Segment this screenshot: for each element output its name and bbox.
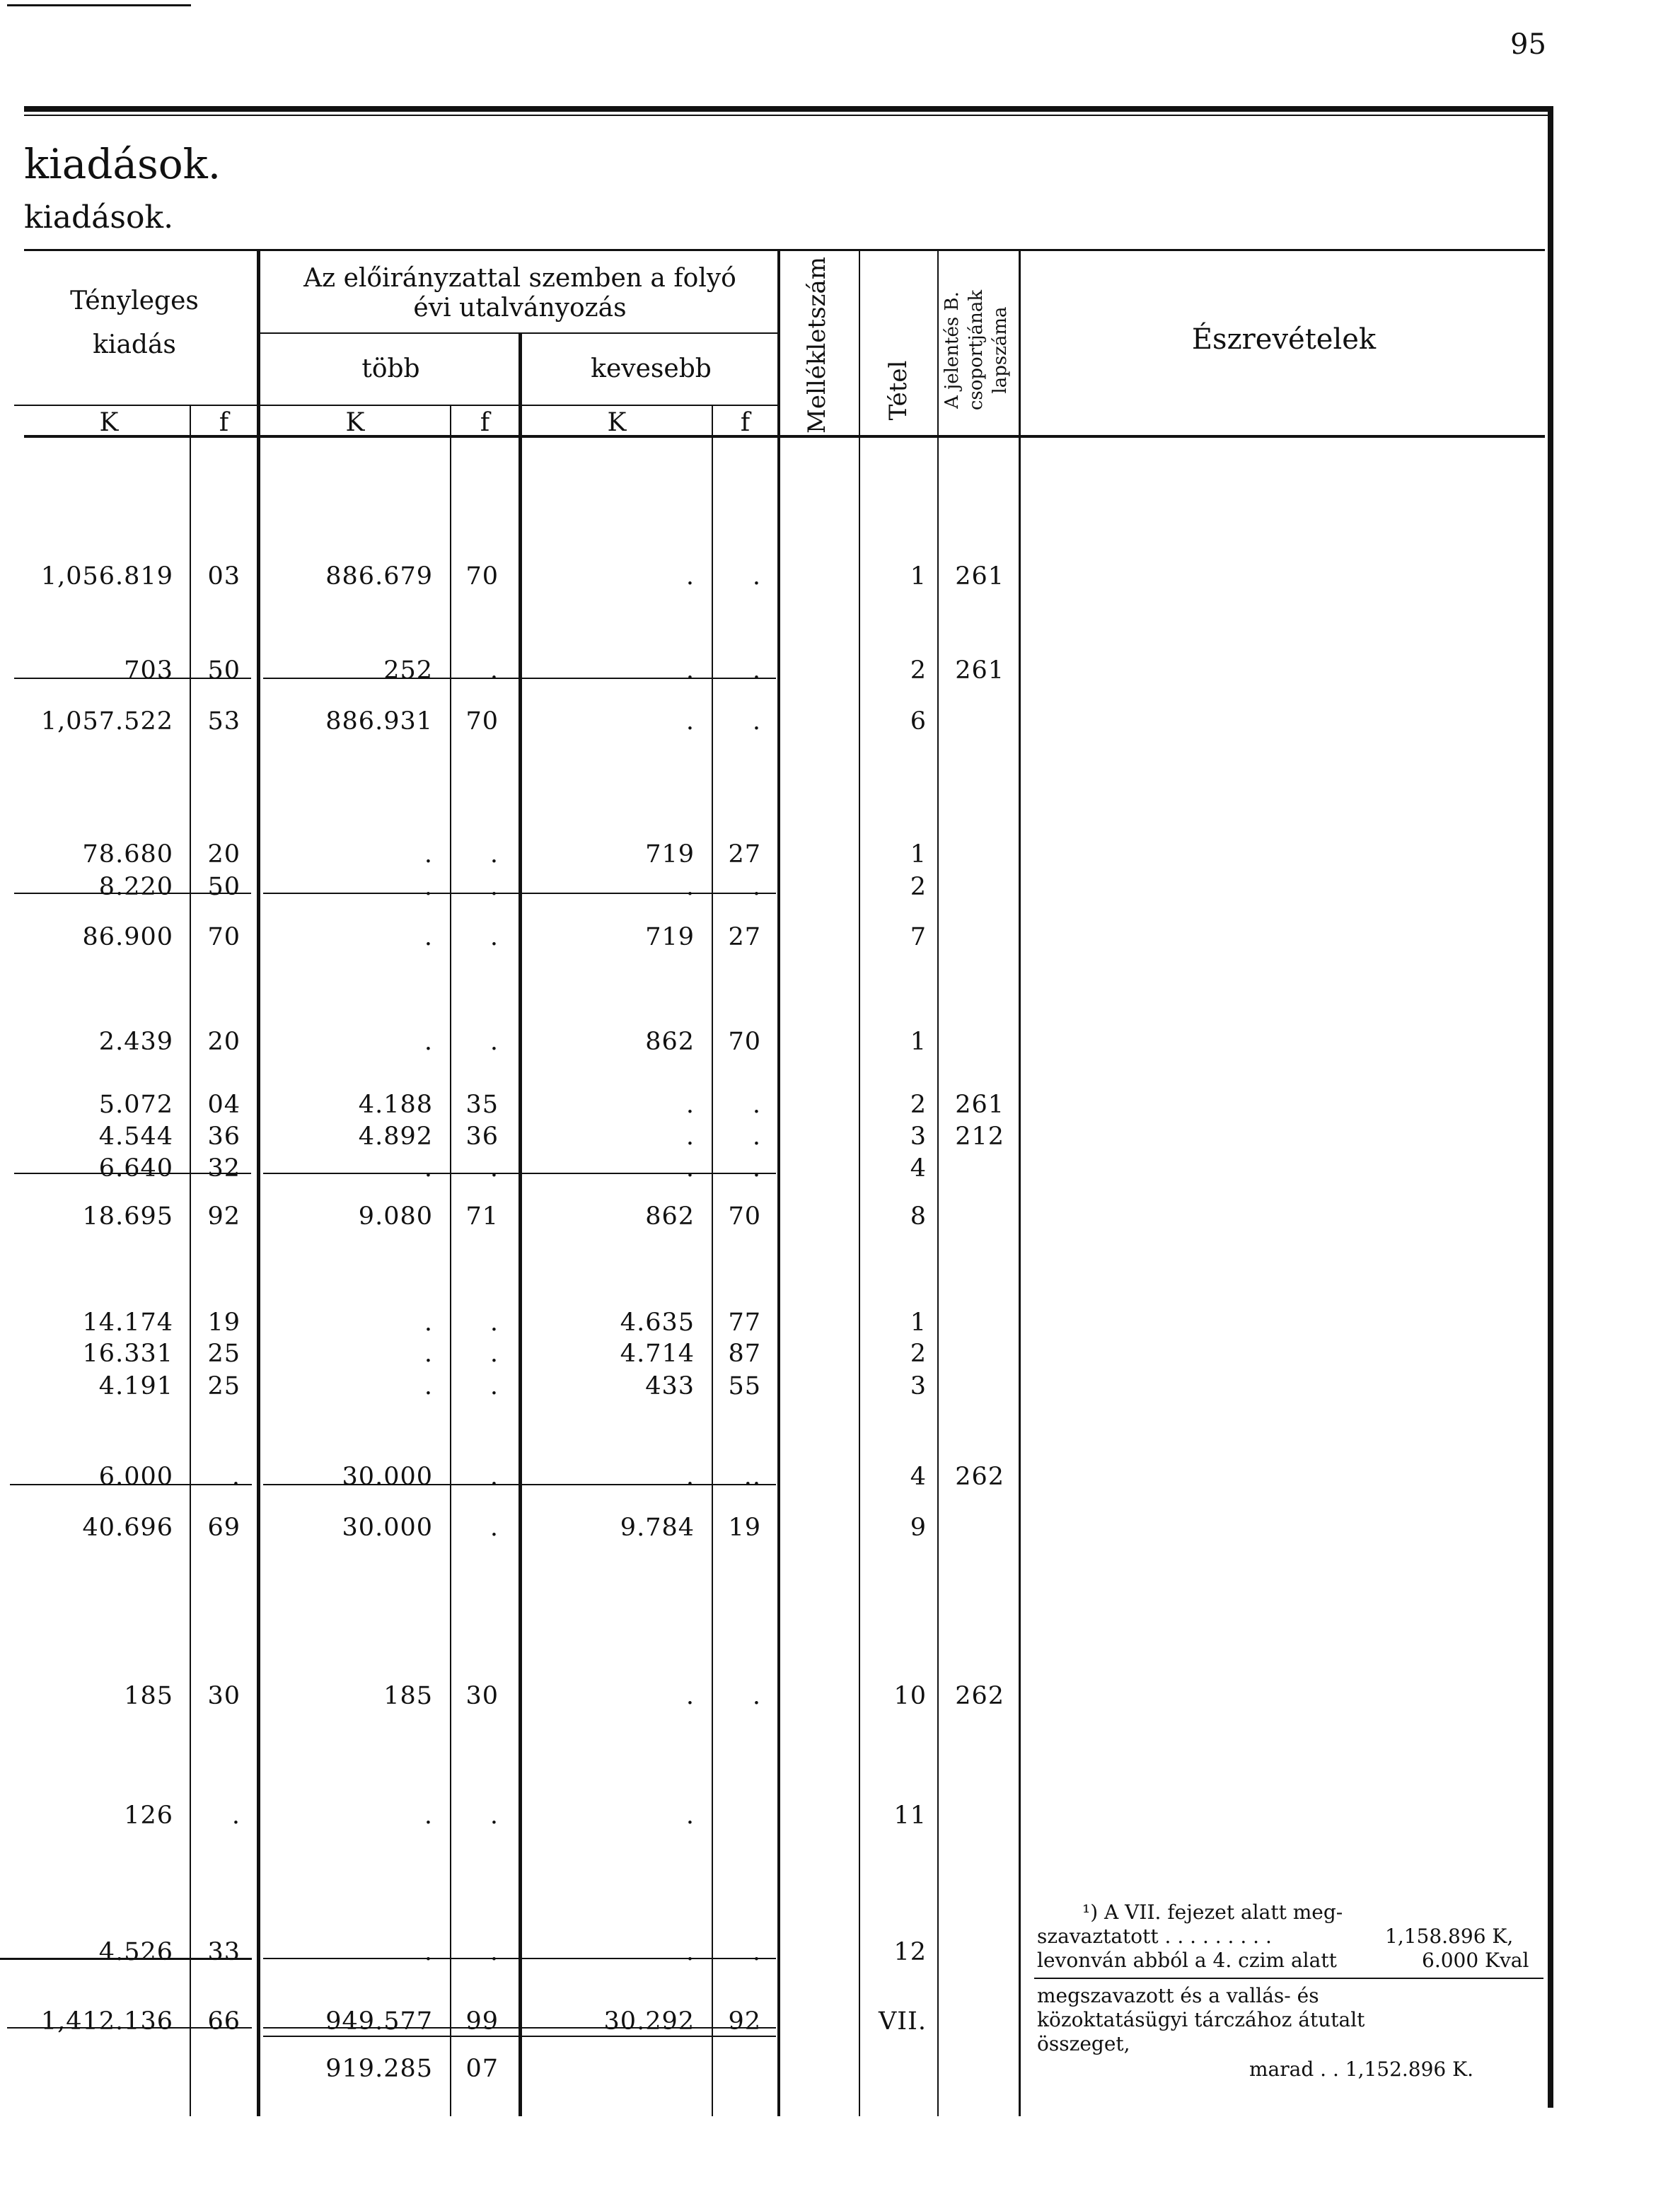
cell-less-k: . [685,1682,695,1710]
cell-actual-k: 2.439 [98,1028,173,1056]
cell-item-number: 8 [910,1202,927,1231]
cell-actual-f: 69 [207,1514,241,1542]
cell-actual-f: 03 [207,562,241,591]
cell-less-k: 719 [645,840,695,869]
header-f: f [740,408,751,437]
cell-actual-k: 1,412.136 [40,2007,173,2036]
cell-more-f: . [489,1801,499,1830]
cell-actual-f: 36 [207,1122,241,1151]
header-k: K [607,408,627,437]
cell-less-f: .. [743,1463,761,1491]
cell-less-k: 862 [645,1028,695,1056]
cell-item-number: 7 [910,923,927,951]
header-more: több [361,354,420,383]
cell-more-f: 35 [465,1091,499,1119]
cell-less-f: 55 [728,1372,761,1400]
cell-actual-k: 4.191 [98,1372,173,1400]
footnote-line-2: szavaztatott . . . . . . . . . [1037,1925,1272,1948]
cell-less-k: . [685,656,695,685]
cell-more-k: . [424,873,433,901]
cell-more-f: 70 [465,562,499,591]
cell-actual-k: 185 [124,1682,173,1710]
cell-less-f: . [752,1122,761,1151]
cell-less-f: 27 [728,923,761,951]
cell-more-f: 99 [465,2007,499,2036]
cell-more-f: . [489,1372,499,1400]
cell-actual-f: 19 [207,1308,241,1337]
footnote-line-5: közoktatásügyi tárczához átutalt [1037,2008,1365,2031]
cell-more-f: 30 [465,1682,499,1710]
cell-less-k: 719 [645,923,695,951]
cell-more-k: 949.577 [325,2007,433,2036]
cell-less-k: 433 [645,1372,695,1400]
cell-actual-f: 53 [207,707,241,736]
cell-actual-k: 8.220 [98,873,173,901]
cell-less-k: 4.714 [620,1340,695,1368]
cell-actual-k: 5.072 [98,1091,173,1119]
cell-less-f: 70 [728,1028,761,1056]
header-f: f [480,408,490,437]
cell-actual-k: 1,057.522 [40,707,173,736]
cell-less-k: . [685,1091,695,1119]
cell-more-k: . [424,1308,433,1337]
cell-item-number: 3 [910,1372,927,1400]
cell-actual-k: 6.000 [98,1463,173,1491]
cell-less-f: . [752,873,761,901]
cell-actual-f: 25 [207,1372,241,1400]
cell-actual-k: 40.696 [82,1514,173,1542]
cell-actual-k: 16.331 [82,1340,173,1368]
cell-item-number: 2 [910,656,927,685]
cell-less-k: . [685,1122,695,1151]
cell-actual-f: 25 [207,1340,241,1368]
cell-less-k: . [685,1463,695,1491]
top-rule [24,106,1552,112]
footnote-line-3: levonván abból a 4. czim alatt [1037,1949,1337,1972]
cell-less-k: . [685,873,695,901]
cell-more-f: 07 [465,2055,499,2083]
header-top-rule [24,249,1545,251]
cell-actual-k: 4.526 [98,1938,173,1966]
cell-actual-k: 86.900 [82,923,173,951]
page-title: kiadások. [24,140,221,188]
cell-item-number: 1 [910,562,927,591]
cell-more-k: . [424,1340,433,1368]
cell-more-f: . [489,656,499,685]
cell-less-k: . [685,1154,695,1183]
footnote-line-6: összeget, [1037,2032,1130,2055]
cell-less-f: . [752,1938,761,1966]
cell-item-number: 9 [910,1514,927,1542]
footnote-line-7: marad . . 1,152.896 K. [1249,2058,1473,2081]
cell-less-f: 19 [728,1514,761,1542]
cell-less-k: . [685,707,695,736]
header-k: K [99,408,119,437]
cell-more-k: 30.000 [342,1463,433,1491]
cell-item-number: 4 [910,1154,927,1183]
cell-more-f: . [489,1463,499,1491]
cell-item-number: 6 [910,707,927,736]
cell-item-number: 1 [910,840,927,869]
cell-less-k: . [685,562,695,591]
header-remarks: Észrevételek [1191,323,1377,356]
cell-more-f: . [489,1308,499,1337]
cell-less-f: . [752,1091,761,1119]
page-subtitle: kiadások. [24,199,174,236]
cell-actual-k: 6.640 [98,1154,173,1183]
cell-item-number: 4 [910,1463,927,1491]
cell-actual-k: 14.174 [82,1308,173,1337]
cell-item-number: 2 [910,1340,927,1368]
cell-actual-k: 703 [124,656,173,685]
cell-more-k: . [424,840,433,869]
cell-actual-f: 92 [207,1202,241,1231]
cell-item-number: 12 [893,1938,927,1966]
cell-more-f: . [489,1340,499,1368]
cell-less-f: . [752,707,761,736]
cell-actual-f: 20 [207,1028,241,1056]
cell-actual-k: 1,056.819 [40,562,173,591]
cell-report-page: 261 [955,562,1004,591]
cell-actual-k: 126 [124,1801,173,1830]
cell-more-f: 70 [465,707,499,736]
cell-more-k: . [424,1028,433,1056]
cell-less-f: . [752,1682,761,1710]
cell-more-k: 252 [383,656,433,685]
header-compare: Az előirányzattal szemben a folyó [303,264,736,293]
cell-actual-f: 70 [207,923,241,951]
cell-actual-k: 78.680 [82,840,173,869]
cell-more-k: 886.679 [325,562,433,591]
cell-less-k: . [685,1938,695,1966]
cell-actual-f: 33 [207,1938,241,1966]
cell-less-f: 27 [728,840,761,869]
cell-item-number: 2 [910,1091,927,1119]
cell-more-k: 185 [383,1682,433,1710]
cell-more-f: . [489,1154,499,1183]
cell-more-k: 4.892 [358,1122,433,1151]
right-border [1548,106,1553,2108]
cell-item-number: 11 [893,1801,927,1830]
cell-more-k: 919.285 [325,2055,433,2083]
cell-less-f: . [752,656,761,685]
cell-less-f: . [752,562,761,591]
cell-report-page: 261 [955,1091,1004,1119]
cell-more-k: . [424,1372,433,1400]
cell-more-k: 886.931 [325,707,433,736]
cell-less-k: 30.292 [603,2007,695,2036]
cell-more-k: 9.080 [358,1202,433,1231]
header-attachment: Mellékletszám [803,257,831,434]
cell-actual-k: 18.695 [82,1202,173,1231]
cell-less-f: 77 [728,1308,761,1337]
cell-report-page: 262 [955,1463,1004,1491]
header-report: A jelentés B. csoportjának lapszáma [942,289,1011,411]
cell-item-number: 1 [910,1308,927,1337]
cell-item-number: 2 [910,873,927,901]
header-f: f [219,408,229,437]
header-actual: Tényleges [70,286,199,315]
cell-more-k: 30.000 [342,1514,433,1542]
cell-less-f: . [752,1154,761,1183]
page-number: 95 [1510,28,1546,61]
header-k: K [345,408,365,437]
cell-item-number: 3 [910,1122,927,1151]
cell-more-f: 36 [465,1122,499,1151]
cell-more-f: . [489,873,499,901]
cell-less-f: 70 [728,1202,761,1231]
footnote-line-1: ¹) A VII. fejezet alatt meg- [1082,1900,1343,1924]
cell-actual-k: 4.544 [98,1122,173,1151]
cell-more-k: . [424,1938,433,1966]
header-item: Tétel [884,360,913,421]
cell-report-page: 262 [955,1682,1004,1710]
cell-actual-f: 66 [207,2007,241,2036]
cell-more-f: . [489,1938,499,1966]
cell-actual-f: . [231,1463,241,1491]
cell-less-k: . [685,1801,695,1830]
header-less: kevesebb [591,354,712,383]
cell-more-f: . [489,923,499,951]
cell-more-k: 4.188 [358,1091,433,1119]
footnote-value-3: 6.000 Kval [1422,1949,1529,1972]
cell-less-k: 862 [645,1202,695,1231]
cell-actual-f: . [231,1801,241,1830]
footnote-line-4: megszavazott és a vallás- és [1037,1984,1319,2007]
cell-item-number: 10 [893,1682,927,1710]
cell-less-f: 87 [728,1340,761,1368]
cell-actual-f: 32 [207,1154,241,1183]
header-compare2: évi utalványozás [413,294,627,323]
cell-more-k: . [424,923,433,951]
cell-report-page: 261 [955,656,1004,685]
cell-more-f: 71 [465,1202,499,1231]
cell-report-page: 212 [955,1122,1004,1151]
cell-more-f: . [489,1514,499,1542]
cell-more-f: . [489,840,499,869]
cell-less-f: 92 [728,2007,761,2036]
cell-item-number: 1 [910,1028,927,1056]
cell-more-k: . [424,1154,433,1183]
cell-actual-f: 30 [207,1682,241,1710]
cell-item-number: VII. [878,2007,927,2036]
cell-actual-f: 50 [207,873,241,901]
cell-more-k: . [424,1801,433,1830]
header-actual2: kiadás [93,330,176,359]
cell-actual-f: 20 [207,840,241,869]
cell-actual-f: 50 [207,656,241,685]
cell-more-f: . [489,1028,499,1056]
cell-less-k: 4.635 [620,1308,695,1337]
cell-actual-f: 04 [207,1091,241,1119]
footnote-value-2: 1,158.896 K, [1385,1925,1514,1948]
cell-less-k: 9.784 [620,1514,695,1542]
